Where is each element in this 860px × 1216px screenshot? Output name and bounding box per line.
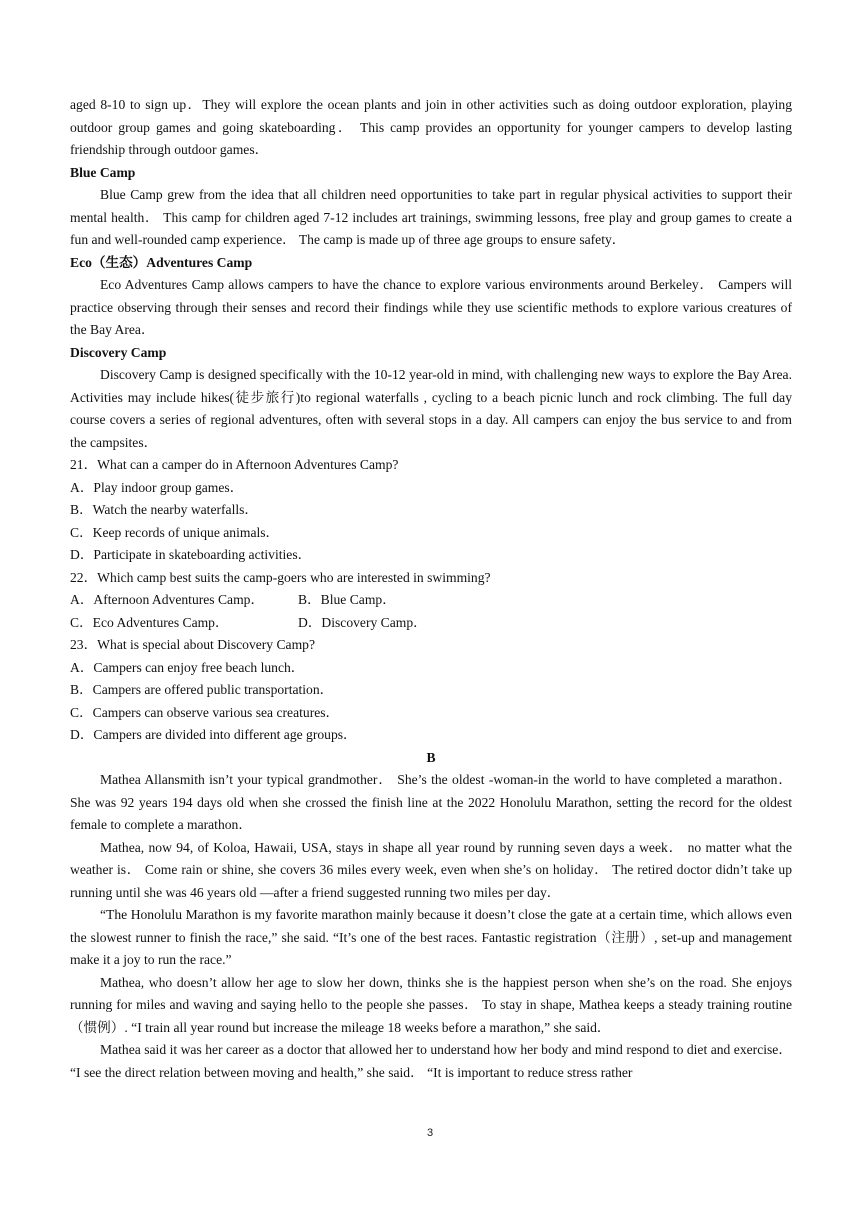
camp-text-eco: Eco Adventures Camp allows campers to have the chance to explore various environments around Berkeley． Campers will practice observing through their senses and record their findings while they use scientific methods to explore various creatures of the Bay Area．	[70, 277, 792, 337]
question-22-options-row-2	[70, 612, 792, 635]
question-21-option-b: B．Watch the nearby waterfalls．	[70, 502, 259, 517]
question-23-option-d: D．Campers are divided into different age groups．	[70, 727, 357, 742]
section-b-paragraph: Mathea, who doesn’t allow her age to slow her down, thinks she is the happiest person when she’s on the road. She enjoys running for miles and waving and saying hello to the people she passes． To stay in shape, Mathea keeps a steady training routine（惯例）. “I train all year round but increase the mileage 18 weeks before a marathon,” she said．	[70, 974, 792, 1035]
question-21-option-c: C．Keep records of unique animals．	[70, 524, 280, 540]
question-22-option-d: D．Discovery Camp．	[298, 614, 427, 630]
question-23-option-c: C．Campers can observe various sea creatures．	[70, 704, 340, 720]
section-b-paragraph: Mathea said it was her career as a doctor that allowed her to understand how her body and mind respond to diet and exercise． “I see the direct relation between moving and health,” she said． “It is important to reduce stress rather	[70, 1042, 792, 1080]
section-b-paragraph: Mathea Allansmith isn’t your typical grandmother． She’s the oldest -woman-in the world to have completed a marathon． She was 92 years 194 days old when she crossed the finish line at the 2022 Honolulu Marathon, setting the record for the oldest female to complete a marathon．	[70, 772, 792, 832]
page-number: 3	[426, 1127, 434, 1139]
camp-heading-discovery: Discovery Camp	[70, 344, 167, 360]
question-21-option-a: A．Play indoor group games．	[70, 479, 244, 495]
question-22-option-a: A．Afternoon Adventures Camp．	[70, 592, 265, 607]
intro-paragraph: aged 8-10 to sign up．They will explore the ocean plants and join in other activities such as doing outdoor exploration, playing outdoor group games and going skateboarding． This camp provides an opportunity for younger campers to develop lasting friendship through outdoor games．	[70, 97, 792, 157]
section-b-label: B	[426, 749, 436, 765]
question-22-options-row-1	[70, 589, 792, 612]
camp-heading-eco: Eco（生态）Adventures Camp	[70, 254, 253, 270]
question-23-option-b: B．Campers are offered public transportation．	[70, 682, 334, 697]
question-21-option-d: D．Participate in skateboarding activities．	[70, 547, 312, 562]
question-23-stem: 23．What is special about Discovery Camp?	[70, 637, 315, 652]
camp-text-discovery: Discovery Camp is designed specifically with the 10-12 year-old in mind, with challenging new ways to explore the Bay Area. Activities may include hikes(徒步旅行)to regional waterfalls , cycling to a beach picnic lunch and rock climbing. The full day course covers a series of regional adventures, often with several stops in a day. All campers can enjoy the bus service to and from the campsites．	[70, 367, 792, 450]
section-b-paragraph: Mathea, now 94, of Koloa, Hawaii, USA, stays in shape all year round by running seven days a week． no matter what the weather is． Come rain or shine, she covers 36 miles every week, even when she’s on holiday． The retired doctor didn’t take up running until she was 46 years old —after a friend suggested running two miles per day．	[70, 839, 792, 900]
section-b-paragraph: “The Honolulu Marathon is my favorite marathon mainly because it doesn’t close the gate at a certain time, which allows even the slowest runner to finish the race,” she said. “It’s one of the best races. Fantastic registration（注册）, set-up and management make it a joy to run the race.”	[70, 907, 792, 967]
camp-heading-blue: Blue Camp	[70, 164, 136, 180]
question-23-option-a: A．Campers can enjoy free beach lunch．	[70, 659, 305, 675]
question-22-option-c: C．Eco Adventures Camp．	[70, 614, 229, 630]
question-22-option-b: B．Blue Camp．	[298, 592, 396, 607]
document-page	[70, 94, 792, 1084]
camp-text-blue: Blue Camp grew from the idea that all children need opportunities to take part in regular physical activities to support their mental health． This camp for children aged 7-12 includes art trainings, swimming lessons, free play and group games to create a fun and well-rounded camp experience． The camp is made up of three age groups to ensure safety．	[70, 187, 792, 247]
question-22-stem: 22．Which camp best suits the camp-goers who are interested in swimming?	[70, 569, 491, 585]
question-21-stem: 21．What can a camper do in Afternoon Adventures Camp?	[70, 457, 399, 472]
